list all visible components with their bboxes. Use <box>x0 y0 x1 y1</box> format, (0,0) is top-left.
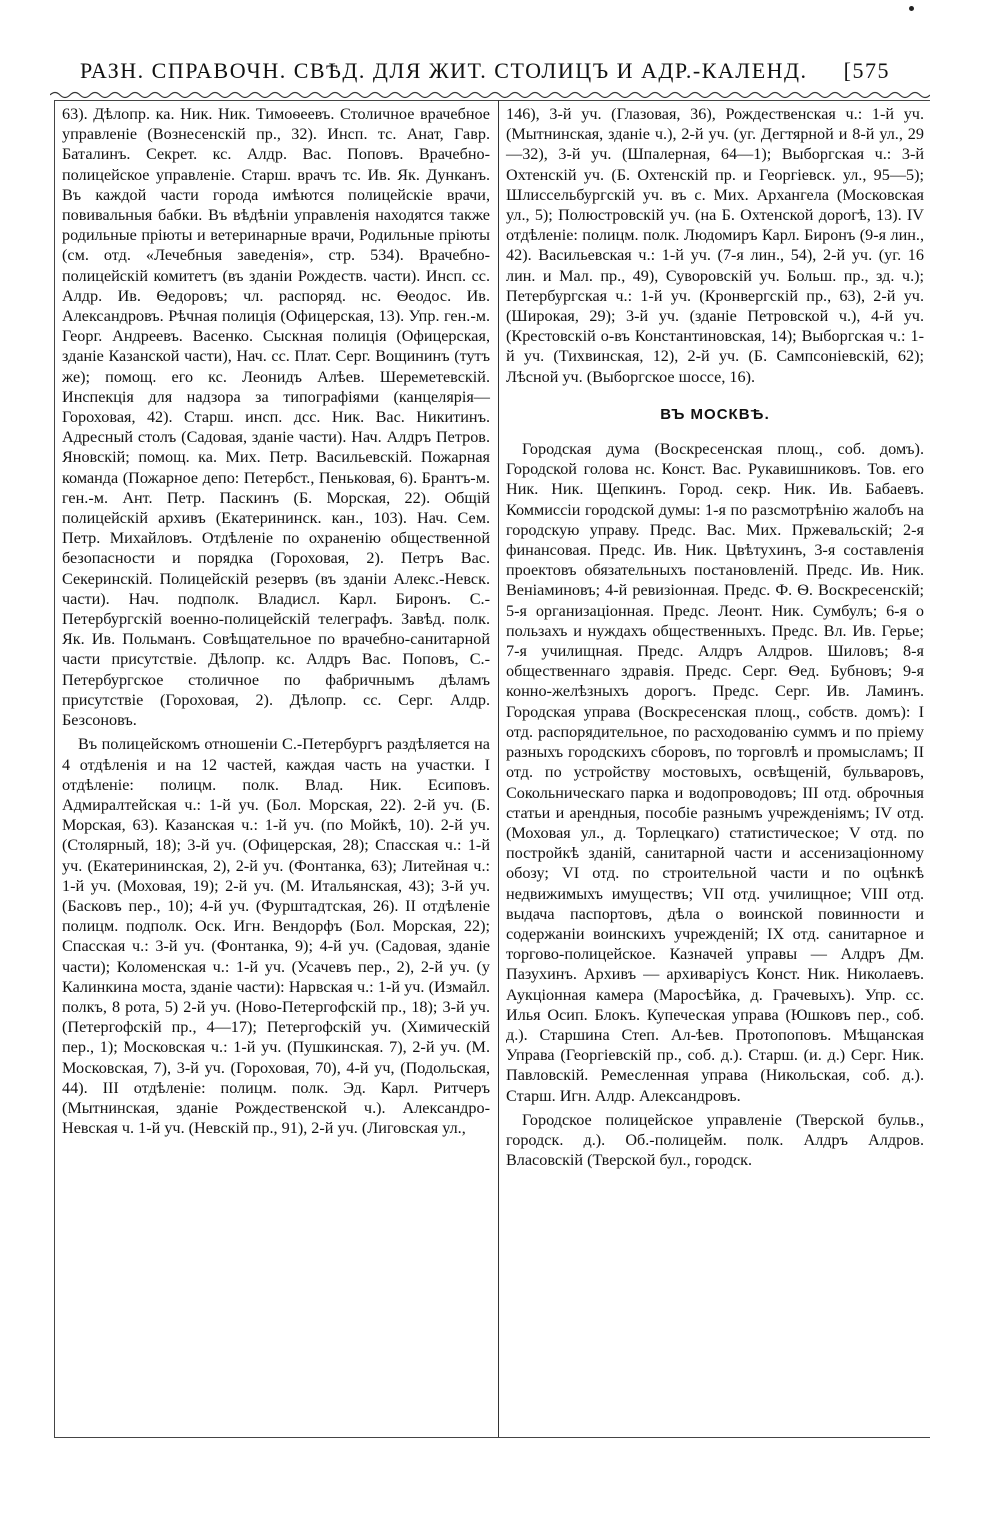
bottom-rule <box>54 1437 930 1438</box>
left-frame-rule <box>54 100 55 1438</box>
section-heading-moscow: ВЪ МОСКВѢ. <box>660 405 770 423</box>
ink-speck <box>909 6 914 11</box>
column-divider <box>498 100 499 1438</box>
right-column <box>506 104 924 1170</box>
paragraph-moscow-police: Городское полицейское управленіе (Тверской бульв., городск. д.). Об.-полицейм. полк. Алдръ Алдров. Власовскій (Тверской бул., городск. <box>506 1110 924 1170</box>
paragraph-petersburg-agencies: 63). Дѣлопр. ка. Ник. Ник. Тимоѳеевъ. Столичное врачебное управленіе (Вознесенскій пр., 32). Инсп. тс. Анат, Гавр. Баталинъ. Секрет. кс. Алдр. Вас. Поповъ. Врачебно-полицейское управленіе. Старш. врачъ тс. Ив. Як. Дунканъ. Въ каждой части города имѣются полицейскіе врачи, повивальныя бабки. Въ вѣдѣніи управленія находятся также родильные пріюты и ветеринарные врачи, Родильные пріюты (см. отд. «Лечебныя заведенія», стр. 534). Врачебно-полицейскій комитетъ (въ зданіи Рождеств. части). Инсп. сс. Алдр. Ив. Ѳедоровъ; чл. распоряд. нс. Ѳеодос. Ив. Александровъ. Рѣчная полиція (Офицерская, 13). Упр. ген.-м. Георг. Андреевъ. Васенко. Сыскная полиція (Офицерская, зданіе Казанской части), Нач. сс. Плат. Серг. Вощининъ (тутъ же); помощ. его кс. Леонидъ Алѣев. Шереметевскій. Инспекція для надзора за типографіями (канцелярія—Гороховая, 42). Старш. инсп. дсс. Ник. Вас. Никитинъ. Адресный столъ (Садовая, зданіе части). Нач. Алдръ Петров. Яновскій; помощ. ка. Мих. Петр. Васильевскій. Пожарная команда (Пожарное депо: Петербст., Пеньковая, 6). Брантъ-м. ген.-м. Ант. Петр. Паскинъ (Б. Морская, 22). Общій полицейскій архивъ (Екатерининск. кан., 103). Нач. Сем. Петр. Михайловъ. Отдѣленіе по охраненію общественной безопасности и порядка (Гороховая, 2). Петръ Вас. Секеринскій. Полицейскій резервъ (въ зданіи Алекс.-Невск. части). Нач. подполк. Владисл. Карл. Биронъ. С.-Петербургскій военно-полицейскій телеграфъ. Завѣд. полк. Як. Ив. Польманъ. Совѣщательное по врачебно-санитарной части присутствіе. Дѣлопр. кс. Алдръ Вас. Поповъ, С.-Петербургское столичное по фабричнымъ дѣламъ присутствіе (Гороховая, 2). Дѣлопр. сс. Серг. Алдр. Безсоновъ. <box>62 105 490 730</box>
paragraph-police-divisions: Въ полицейскомъ отношеніи С.-Петербургъ раздѣляется на 4 отдѣленія и на 12 частей, каждая часть на участки. I отдѣленіе: полицм. полк. Влад. Ник. Есиповъ. Адмиралтейская ч.: 1-й уч. (Бол. Морская, 22). 2-й уч. (Б. Морская, 63). Казанская ч.: 1-й уч. (по Мойкѣ, 10). 2-й уч. (Столярный, 18); 3-й уч. (Офицерская, 28); Спасская ч.: 1-й уч. (Екатерининская, 2), 2-й уч. (Фонтанка, 63); Литейная ч.: 1-й уч. (Моховая, 19); 2-й уч. (М. Итальянская, 43); 3-й уч. (Басковъ пер., 10); 4-й уч. (Фурштадтская, 26). II отдѣленіе полицм. подполк. Оск. Игн. Вендорфъ (Бол. Морская, 22); Спасская ч.: 3-й уч. (Фонтанка, 9); 4-й уч. (Садовая, зданіе части); Коломенская ч.: 1-й уч. (Усачевъ пер., 2), 2-й уч. (у Калинкина моста, зданіе части): Нарвская ч.: 1-й уч. (Измайл. полкъ, 8 рота, 5) 2-й уч. (Ново-Петергофскій пр., 18); 3-й уч. (Петергофскій пр., 4—17); Петергофскій уч. (Химическій пер., 1); Московская ч.: 1-й уч. (Пушкинская. 7), 2-й уч. (М. Московская, 7), 3-й уч. (Гороховая, 70), 4-й уч, (Подольская, 44). III отдѣленіе: полицм. полк. Эд. Карл. Ритчеръ (Мытнинская, зданіе Рождественской ч.). Александро-Невская ч. 1-й уч. (Невскій пр., 91), 2-й уч. (Лиговская ул., <box>62 735 490 1138</box>
wavy-rule <box>50 90 930 100</box>
header-title: РАЗН. СПРАВОЧН. СВѢД. ДЛЯ ЖИТ. СТОЛИЦЪ И АДР.-КАЛЕНД. <box>80 58 808 83</box>
paragraph-police-divisions-continued: 146), 3-й уч. (Глазовая, 36), Рождественская ч.: 1-й уч. (Мытнинская, зданіе ч.), 2-й уч. (уг. Дегтярной и 8-й ул., 29—32), 3-й уч. (Шпалерная, 64—1); Выборгская ч.: 3-й Охтенскій уч. (Б. Охтенскій пр. и Георгіевск. ул., 95—5); Шлиссельбургскій уч. въ с. Мих. Архангела (Московская ул., 5); Полюстровскій уч. (на Б. Охтенской дорогѣ, 13). IV отдѣленіе: полицм. полк. Людомиръ Карл. Биронъ (9-я лин., 42). Васильевская ч.: 1-й уч. (7-я лин., 54), 2-й уч. (уг. 16 лин. и Мал. пр., 49), Суворовскій уч. Больш. пр., зд. ч.); Петербургская ч.: 1-й уч. (Кронвергскій пр., 63), 2-й уч. (Широкая, 29); 3-й уч. (зданіе Петровской ч.), 4-й уч. (Крестовскій о-въ Константиновская, 14); Выборгская ч.: 1-й уч. (Тихвинская, 12), 2-й уч. (Б. Сампсоніевскій, 62); Лѣсной уч. (Выборгское шоссе, 16). <box>506 105 924 386</box>
running-header <box>60 58 890 88</box>
page-number: [575 <box>843 58 890 83</box>
paragraph-moscow-duma: Городская дума (Воскресенская площ., соб. домъ). Городской голова нс. Конст. Вас. Рукавишниковъ. Тов. его Ник. Ник. Щепкинъ. Город. секр. Ник. Ив. Бабаевъ. Коммиссіи городской думы: 1-я по разсмотрѣнію жалобъ на городскую управу. Предс. Вас. Мих. Пржевальскій; 2-я финансовая. Предс. Ив. Ник. Цвѣтухинъ, 3-я составленія проектовъ обязательныхъ постановленій. Предс. Ив. Ник. Веніаминовъ; 4-й ревизіонная. Предс. Ф. Ѳ. Воскресенскій; 5-я организаціонная. Предс. Леонт. Ник. Сумбулъ; 6-я о пользахъ и нуждахъ общественныхъ. Предс. Вл. Ив. Герье; 7-я училищная. Предс. Алдръ Алдров. Шиловъ; 8-я общественнаго здравія. Предс. Серг. Ѳед. Бубновъ; 9-я конно-желѣзныхъ дорогъ. Предс. Серг. Ив. Ламинъ. Городская управа (Воскресенская площ., собств. домъ): I отд. распорядительное, по расходованію суммъ и по пріему разныхъ городскихъ сборовъ, по торговлѣ и промысламъ; II отд. по устройству мостовыхъ, освѣщеній, бульваровъ, Сокольническаго парка и водопроводовъ; III отд. оброчныя статьи и арендныя, пособіе разнымъ учрежденіямъ; IV отд. (Моховая ул., д. Торлецкаго) статистическое; V отд. по постройкѣ зданій, санитарной части и ассенизаціонному обозу; VI отд. по строительной части и по оцѣнкѣ недвижимыхъ имуществъ; VII отд. училищное; VIII отд. выдача паспортовъ, дѣла о воинской повинности и содержаніи воинскихъ учрежденій; IX отд. санитарное и торгово-полицейское. Казначей управы — Алдръ Дм. Пазухинъ. Архивъ — архиваріусъ Конст. Ник. Николаевъ. Аукціонная камера (Маросѣйка, д. Грачевыхъ). Упр. сс. Илья Осип. Блокъ. Купеческая управа (Юшковъ пер., соб. д.). Старшина Степ. Ал-ѣев. Протопоповъ. Мѣщанская Управа (Георгіевскій пр., соб. д.). Старш. (и. д.) Серг. Ник. Павловскій. Ремесленная управа (Никольская, соб. д.). Старш. Игн. Алдр. Александровъ. <box>506 440 924 1105</box>
left-column <box>62 104 490 1138</box>
top-rule <box>54 100 930 101</box>
